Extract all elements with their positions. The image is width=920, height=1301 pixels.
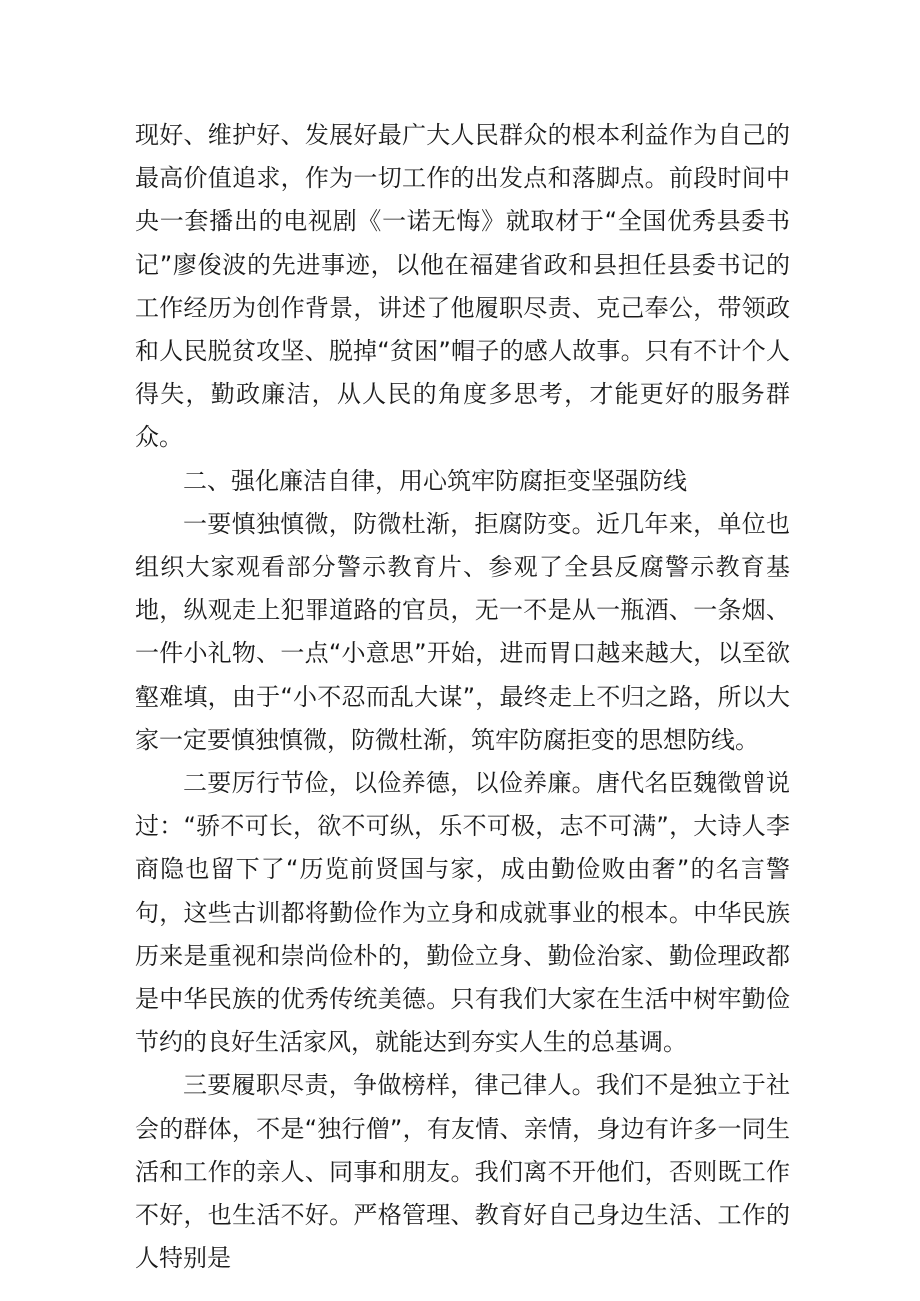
paragraph-point-one: 一要慎独慎微，防微杜渐，拒腐防变。近几年来，单位也组织大家观看部分警示教育片、参观了全县反腐警示教育基地，纵观走上犯罪道路的官员，无一不是从一瓶酒、一条烟、一件小礼物、一点“小意思”开始，进而胃口越来越大，以至欲壑难填，由于“小不忍而乱大谋”，最终走上不归之路，所以大家一定要慎独慎微，防微杜渐，筑牢防腐拒变的思想防线。 (135, 509, 790, 754)
document-body (135, 114, 790, 1280)
paragraph-point-three: 三要履职尽责，争做榜样，律己律人。我们不是独立于社会的群体，不是“独行僧”，有友情、亲情，身边有许多一同生活和工作的亲人、同事和朋友。我们离不开他们，否则既工作不好，也生活不好。严格管理、教育好自己身边生活、工作的人特别是 (135, 1071, 790, 1273)
paragraph-continuation: 现好、维护好、发展好最广大人民群众的根本利益作为自己的最高价值追求，作为一切工作的出发点和落脚点。前段时间中央一套播出的电视剧《一诺无悔》就取材于“全国优秀县委书记”廖俊波的先进事迹，以他在福建省政和县担任县委书记的工作经历为创作背景，讲述了他履职尽责、克己奉公，带领政和人民脱贫攻坚、脱掉“贫困”帽子的感人故事。只有不计个人得失，勤政廉洁，从人民的角度多思考，才能更好的服务群众。 (135, 121, 790, 452)
section-heading: 二、强化廉洁自律，用心筑牢防腐拒变坚强防线 (183, 466, 687, 495)
paragraph-point-two: 二要厉行节俭，以俭养德，以俭养廉。唐代名臣魏徵曾说过：“骄不可长，欲不可纵，乐不可极，志不可满”，大诗人李商隐也留下了“历览前贤国与家，成由勤俭败由奢”的名言警句，这些古训都将勤俭作为立身和成就事业的根本。中华民族历来是重视和崇尚俭朴的，勤俭立身、勤俭治家、勤俭理政都是中华民族的优秀传统美德。只有我们大家在生活中树牢勤俭节约的良好生活家风，就能达到夯实人生的总基调。 (135, 769, 790, 1057)
